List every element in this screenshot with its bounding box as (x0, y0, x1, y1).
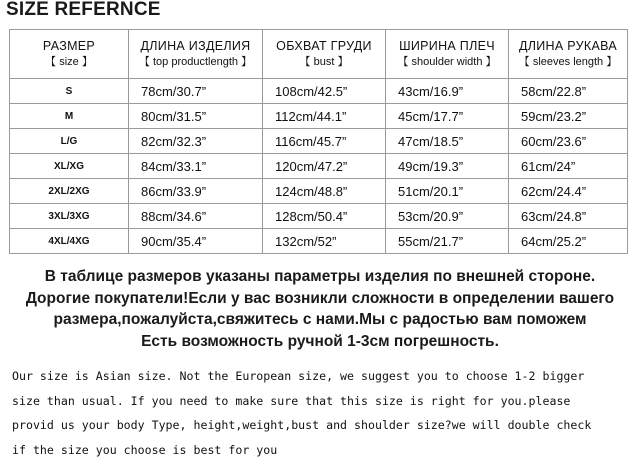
table-row (10, 179, 628, 204)
size-cell: 2XL/2XG (10, 179, 129, 204)
shoulder-cell: 45cm/17.7” (386, 104, 509, 129)
bust-cell: 124cm/48.8” (263, 179, 386, 204)
shoulder-cell: 55cm/21.7” (386, 229, 509, 254)
header-bust: ОБХВАТ ГРУДИ 【 bust 】 (263, 30, 386, 79)
size-cell: 3XL/3XG (10, 204, 129, 229)
bust-cell: 132cm/52” (263, 229, 386, 254)
shoulder-cell: 53cm/20.9” (386, 204, 509, 229)
notice-line: provid us your body Type, height,weight,bust and shoulder size?we will double check (12, 418, 592, 432)
sleeve-cell: 60cm/23.6” (509, 129, 628, 154)
bust-cell: 112cm/44.1” (263, 104, 386, 129)
size-cell: 4XL/4XG (10, 229, 129, 254)
table-row (10, 154, 628, 179)
table-row (10, 229, 628, 254)
notice-line: размера,пожалуйста,свяжитесь с нами.Мы с радостью вам поможем (53, 311, 587, 328)
table-row (10, 104, 628, 129)
shoulder-cell: 43cm/16.9” (386, 79, 509, 104)
sleeve-cell: 61cm/24” (509, 154, 628, 179)
length-cell: 88cm/34.6” (129, 204, 263, 229)
sleeve-cell: 64cm/25.2” (509, 229, 628, 254)
header-length: ДЛИНА ИЗДЕЛИЯ 【 top productlength 】 (129, 30, 263, 79)
sleeve-cell: 58cm/22.8” (509, 79, 628, 104)
size-chart-table (9, 29, 628, 254)
bust-cell: 120cm/47.2” (263, 154, 386, 179)
table-row (10, 204, 628, 229)
sleeve-cell: 62cm/24.4” (509, 179, 628, 204)
notice-line: В таблице размеров указаны параметры изделия по внешней стороне. (44, 268, 596, 285)
size-cell: S (10, 79, 129, 104)
notice-line: Дорогие покупатели!Если у вас возникли сложности в определении вашего (25, 289, 615, 307)
bust-cell: 108cm/42.5” (263, 79, 386, 104)
table-header-row (10, 30, 628, 79)
header-size: РАЗМЕР 【 size 】 (10, 30, 129, 79)
size-cell: M (10, 104, 129, 129)
header-shoulder: ШИРИНА ПЛЕЧ 【 shoulder width 】 (386, 30, 509, 79)
length-cell: 90cm/35.4” (129, 229, 263, 254)
length-cell: 78cm/30.7” (129, 79, 263, 104)
bust-cell: 116cm/45.7” (263, 129, 386, 154)
length-cell: 86cm/33.9” (129, 179, 263, 204)
shoulder-cell: 51cm/20.1” (386, 179, 509, 204)
russian-notice (0, 266, 640, 352)
length-cell: 82cm/32.3” (129, 129, 263, 154)
size-cell: XL/XG (10, 154, 129, 179)
notice-line: if the size you choose is best for you (12, 442, 278, 457)
shoulder-cell: 47cm/18.5” (386, 129, 509, 154)
sleeve-cell: 59cm/23.2” (509, 104, 628, 129)
bust-cell: 128cm/50.4” (263, 204, 386, 229)
notice-line: Есть возможность ручной 1-3см погрешность. (141, 332, 499, 350)
shoulder-cell: 49cm/19.3” (386, 154, 509, 179)
length-cell: 84cm/33.1” (129, 154, 263, 179)
notice-line: Our size is Asian size. Not the European size, we suggest you to choose 1-2 bigger (12, 369, 585, 383)
english-notice (12, 364, 636, 462)
notice-line: size than usual. If you need to make sure that this size is right for you.please (12, 393, 571, 408)
table-row (10, 79, 628, 104)
length-cell: 80cm/31.5” (129, 104, 263, 129)
size-cell: L/G (10, 129, 129, 154)
sleeve-cell: 63cm/24.8” (509, 204, 628, 229)
table-row (10, 129, 628, 154)
page-title: SIZE REFERNCE (6, 0, 161, 20)
header-sleeve: ДЛИНА РУКАВА 【 sleeves length 】 (509, 30, 628, 79)
